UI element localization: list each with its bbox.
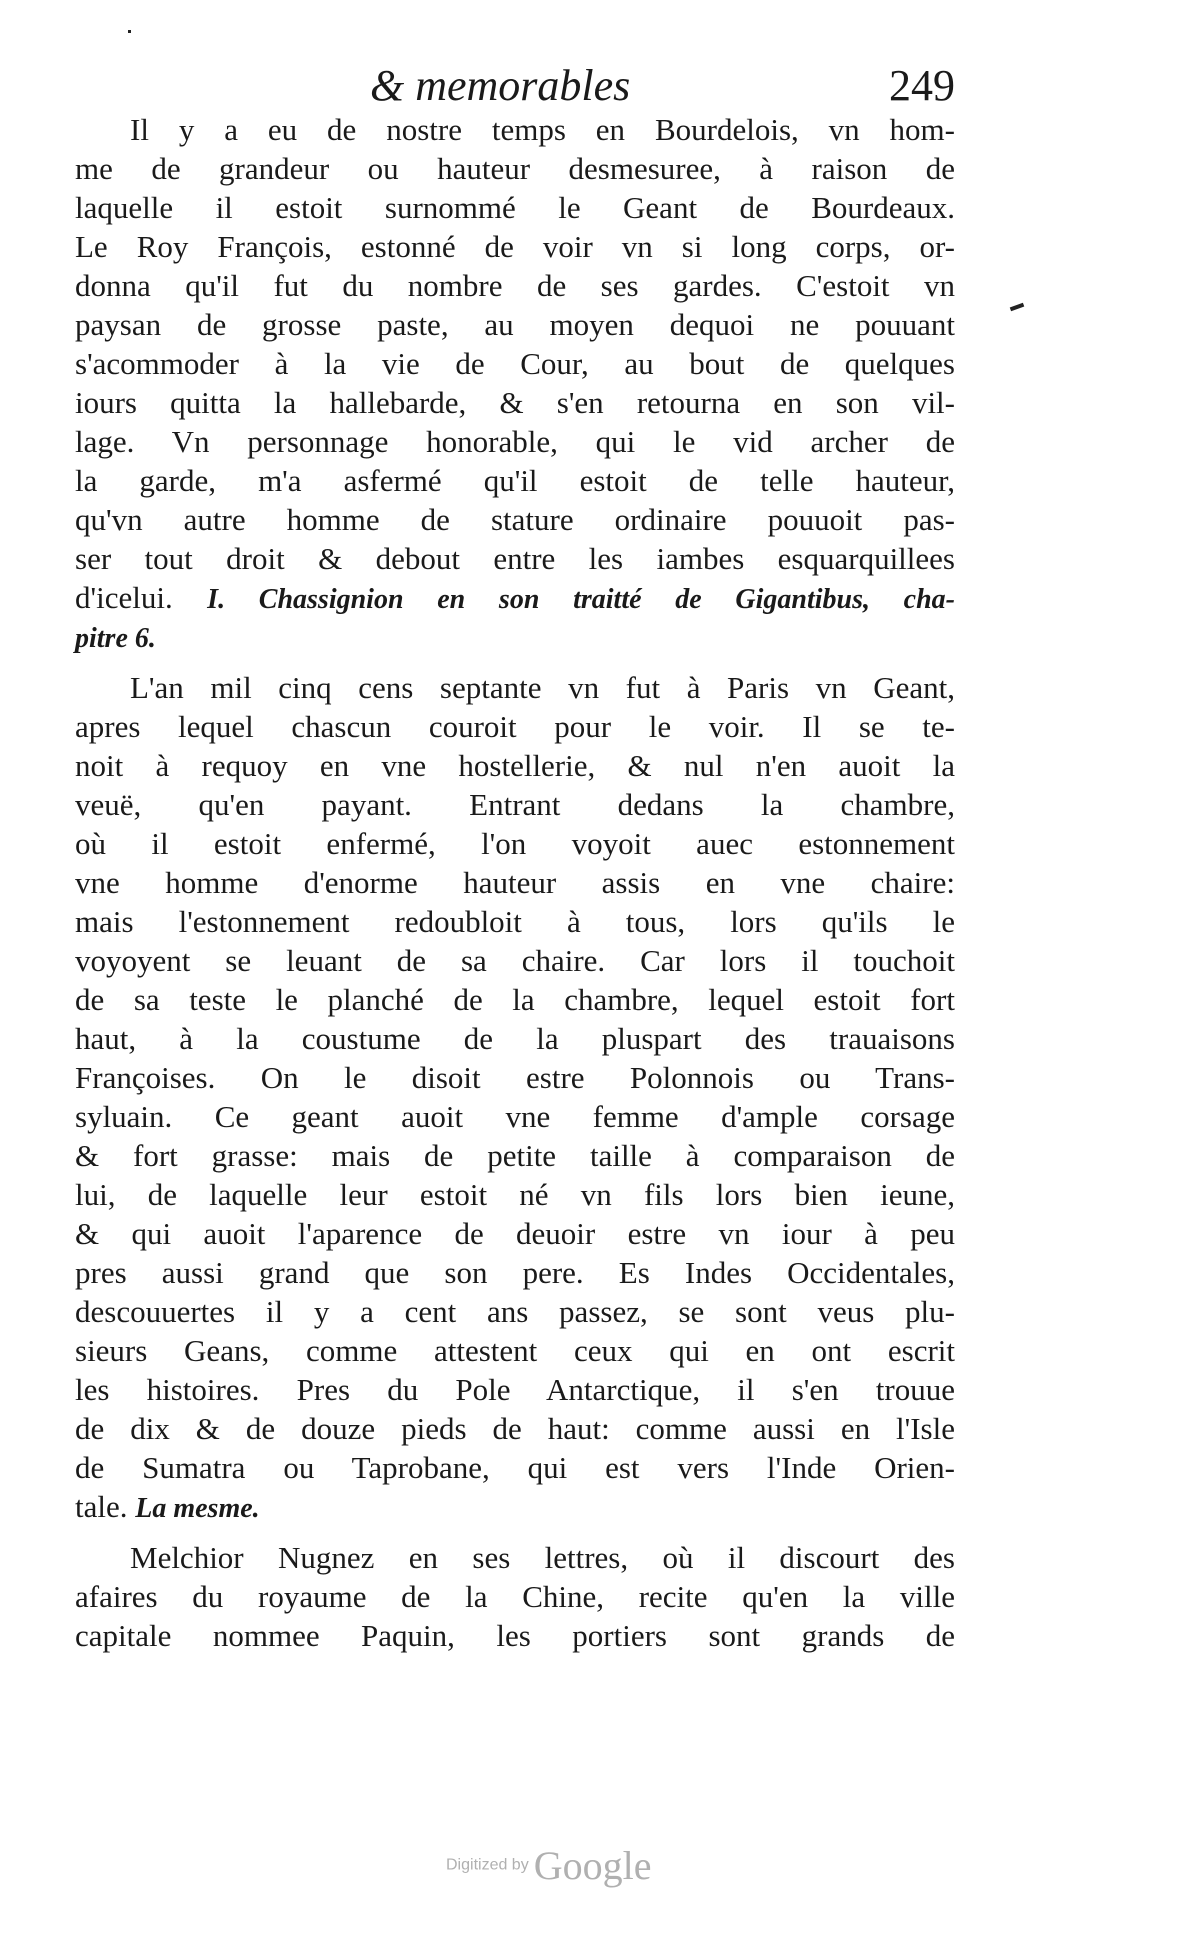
text-line: Melchior Nugnez en ses lettres, où il discourt des [130,1540,955,1575]
text-line: les histoires. Pres du Pole Antarctique, il s'en trouue [75,1372,955,1407]
text-line: apres lequel chascun couroit pour le voir. Il se te- [75,709,955,744]
ink-speck [128,30,131,33]
text-line: lui, de laquelle leur estoit né vn fils lors bien ieune, [75,1177,955,1212]
text-line: L'an mil cinq cens septante vn fut à Paris vn Geant, [130,670,955,705]
text-line: de sa teste le planché de la chambre, lequel estoit fort [75,982,955,1017]
digitized-by-label: Digitized by [446,1856,529,1874]
text-line: me de grandeur ou hauteur desmesuree, à raison de [75,151,955,186]
page-number: 249 [889,61,955,110]
text-line: vne homme d'enorme hauteur assis en vne chaire: [75,865,955,900]
body-text [75,110,955,1655]
text-line: voyoyent se leuant de sa chaire. Car lors il touchoit [75,943,955,978]
text-line: capitale nommee Paquin, les portiers sont grands de [75,1618,955,1653]
text-line: ser tout droit & debout entre les iambes esquarquillees [75,541,955,576]
text-line: qu'vn autre homme de stature ordinaire pouuoit pas- [75,502,955,537]
text-line: sieurs Geans, comme attestent ceux qui en ont escrit [75,1333,955,1368]
text-line: Françoises. On le disoit estre Polonnois ou Trans- [75,1060,955,1095]
text-line [75,617,955,656]
text-line: mais l'estonnement redoubloit à tous, lors qu'ils le [75,904,955,939]
text-line: syluain. Ce geant auoit vne femme d'ample corsage [75,1099,955,1134]
digitized-by-watermark [446,1842,746,1892]
paragraph-gap [75,1526,955,1538]
text-line: donna qu'il fut du nombre de ses gardes. C'estoit vn [75,268,955,303]
text-line: lage. Vn personnage honorable, qui le vid archer de [75,424,955,459]
text-line: de dix & de douze pieds de haut: comme aussi en l'Isle [75,1411,955,1446]
text-line: s'acommoder à la vie de Cour, au bout de quelques [75,346,955,381]
text-fragment: d'icelui. [75,580,173,615]
marginal-citation: pitre 6. [75,623,156,654]
text-line: la garde, m'a asfermé qu'il estoit de telle hauteur, [75,463,955,498]
running-title: & memorables [370,61,631,110]
text-line: & fort grasse: mais de petite taille à comparaison de [75,1138,955,1173]
text-line: paysan de grosse paste, au moyen dequoi ne pouuant [75,307,955,342]
paragraph-gap [75,656,955,668]
ink-speck [1010,303,1025,312]
text-line [75,578,955,617]
text-line: de Sumatra ou Taprobane, qui est vers l'Inde Orien- [75,1450,955,1485]
marginal-citation: La mesme. [135,1493,260,1524]
text-line: Le Roy François, estonné de voir vn si long corps, or- [75,229,955,264]
text-line: iours quitta la hallebarde, & s'en retourna en son vil- [75,385,955,420]
text-line: afaires du royaume de la Chine, recite qu'en la ville [75,1579,955,1614]
text-line: Il y a eu de nostre temps en Bourdelois, vn hom- [130,112,955,147]
text-line: veuë, qu'en payant. Entrant dedans la chambre, [75,787,955,822]
text-line: pres aussi grand que son pere. Es Indes Occidentales, [75,1255,955,1290]
text-line: où il estoit enfermé, l'on voyoit auec estonnement [75,826,955,861]
text-line: noit à requoy en vne hostellerie, & nul n'en auoit la [75,748,955,783]
text-line [75,1487,955,1526]
text-fragment: tale. [75,1489,128,1524]
text-line: haut, à la coustume de la pluspart des trauaisons [75,1021,955,1056]
marginal-citation: I. Chassignion en son traitté de Gigantibus, cha- [207,584,956,615]
google-logo: Google [533,1843,652,1888]
text-line: & qui auoit l'aparence de deuoir estre vn iour à peu [75,1216,955,1251]
text-line: descouuertes il y a cent ans passez, se sont veus plu- [75,1294,955,1329]
text-line: laquelle il estoit surnommé le Geant de Bourdeaux. [75,190,955,225]
